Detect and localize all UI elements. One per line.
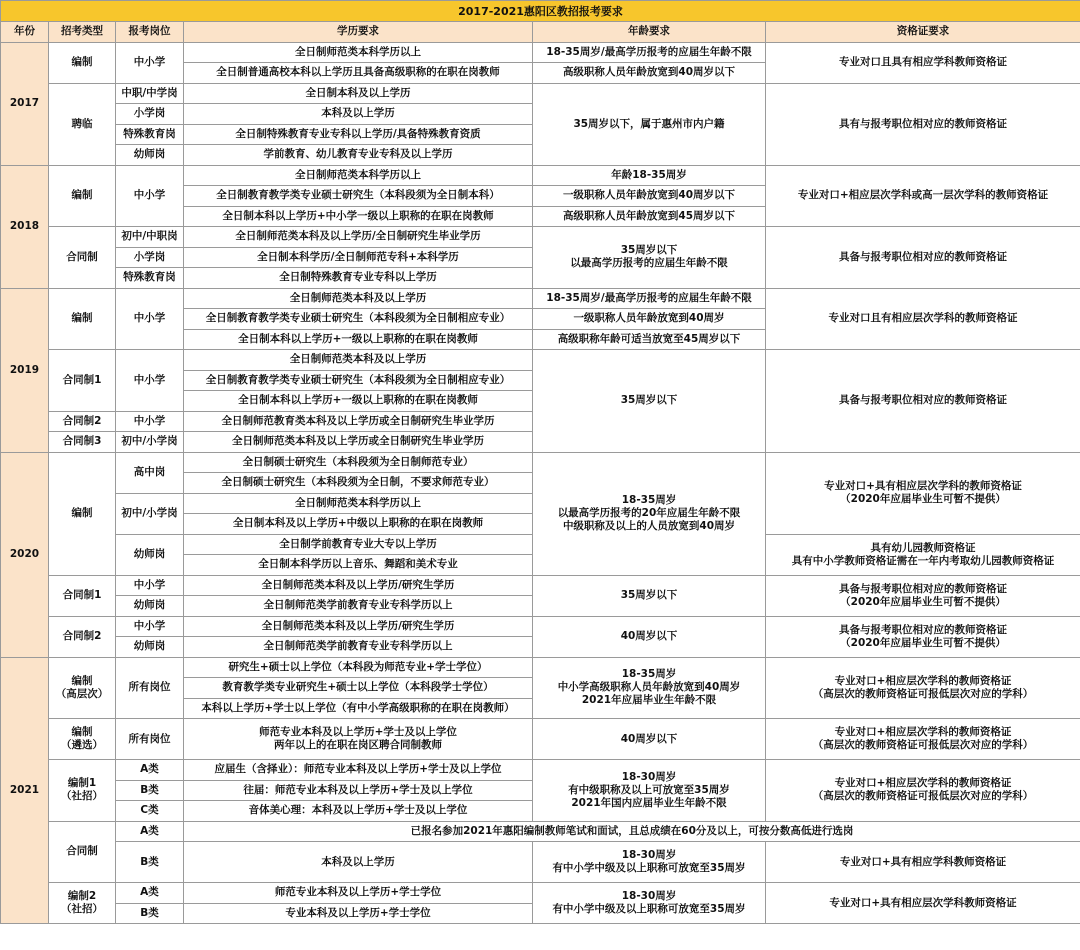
- edu-cell: 音体美心理：本科及以上学历+学士及以上学位: [184, 801, 533, 822]
- edu-cell: 全日制师范类本科及以上学历/全日制研究生毕业学历: [184, 227, 533, 248]
- post-cell: 高中岗: [116, 452, 184, 493]
- cert-cell: 专业对口+相应层次学科或高一层次学科的教师资格证: [766, 165, 1080, 227]
- header-post: 报考岗位: [116, 22, 184, 43]
- header-age: 年龄要求: [533, 22, 766, 43]
- post-cell: A类: [116, 760, 184, 781]
- edu-cell: 本科以上学历+学士以上学位（有中小学高级职称的在职在岗教师）: [184, 698, 533, 719]
- age-cell: [533, 452, 766, 575]
- cert-cell: [766, 719, 1080, 760]
- type-line: （社招）: [61, 790, 103, 803]
- edu-cell: 全日制师范类本科及以上学历/研究生学历: [184, 575, 533, 596]
- cert-line: （2020年应届毕业生可暂不提供）: [840, 636, 1006, 649]
- age-cell: 一级职称人员年龄放宽到40周岁以下: [533, 186, 766, 207]
- post-cell: 幼师岗: [116, 534, 184, 575]
- type-cell: [49, 883, 116, 924]
- post-cell: 特殊教育岗: [116, 124, 184, 145]
- type-line: （社招）: [61, 903, 103, 915]
- type-cell: 编制: [49, 165, 116, 227]
- table-row: [1, 719, 1080, 760]
- type-cell: 编制: [49, 42, 116, 83]
- post-cell: 初中/小学岗: [116, 493, 184, 534]
- type-line: 编制: [71, 726, 93, 738]
- year-cell: 2019: [1, 288, 49, 452]
- table-row: [1, 616, 1080, 637]
- edu-cell: 全日制师范类本科及以上学历或全日制研究生毕业学历: [184, 432, 533, 453]
- post-cell: 中小学: [116, 42, 184, 83]
- edu-cell: 全日制师范类本科学历以上: [184, 165, 533, 186]
- post-cell: 中小学: [116, 411, 184, 432]
- edu-cell: 全日制本科及以上学历+中级以上职称的在职在岗教师: [184, 514, 533, 535]
- age-line: 以最高学历报考的20年应届生年龄不限: [557, 507, 741, 519]
- age-cell: 40周岁以下: [533, 616, 766, 657]
- type-line: 编制: [71, 674, 93, 687]
- age-cell: 高级职称年龄可适当放宽至45周岁以下: [533, 329, 766, 350]
- age-cell: 年龄18-35周岁: [533, 165, 766, 186]
- post-cell: B类: [116, 903, 184, 924]
- header-year: 年份: [1, 22, 49, 43]
- age-cell: 35周岁以下: [533, 575, 766, 616]
- type-cell: 合同制3: [49, 432, 116, 453]
- age-line: 18-35周岁: [621, 668, 677, 681]
- edu-cell: 全日制师范类学前教育专业专科学历以上: [184, 596, 533, 617]
- cert-line: （2020年应届毕业生可暂不提供）: [840, 595, 1006, 608]
- cert-cell: 专业对口且有相应层次学科的教师资格证: [766, 288, 1080, 350]
- type-cell: 合同制1: [49, 350, 116, 412]
- age-cell: [533, 657, 766, 719]
- table-title: 2017-2021惠阳区教招报考要求: [1, 1, 1080, 22]
- cert-cell: 专业对口且具有相应学科教师资格证: [766, 42, 1080, 83]
- cert-cell: [766, 452, 1080, 534]
- type-cell: 合同制: [49, 227, 116, 289]
- post-cell: 中小学: [116, 165, 184, 227]
- edu-cell: 本科及以上学历: [184, 842, 533, 883]
- cert-cell: [766, 534, 1080, 575]
- post-cell: B类: [116, 780, 184, 801]
- edu-cell: 全日制师范类本科及以上学历: [184, 350, 533, 371]
- edu-cell: 专业本科及以上学历+学士学位: [184, 903, 533, 924]
- cert-line: 专业对口+相应层次学科的教师资格证: [834, 777, 1012, 790]
- cert-cell: 具备与报考职位相对应的教师资格证: [766, 227, 1080, 289]
- age-line: 18-30周岁: [621, 770, 677, 783]
- cert-cell: [766, 657, 1080, 719]
- cert-line: （高层次的教师资格证可报低层次对应的学科）: [812, 687, 1034, 700]
- post-cell: 中职/中学岗: [116, 83, 184, 104]
- age-line: 以最高学历报考的应届生年龄不限: [570, 257, 728, 270]
- age-line: 中小学高级职称人员年龄放宽到40周岁: [557, 681, 741, 694]
- header-row: [1, 22, 1080, 43]
- age-cell: 18-35周岁/最高学历报考的应届生年龄不限: [533, 288, 766, 309]
- age-cell: 高级职称人员年龄放宽到40周岁以下: [533, 63, 766, 84]
- type-line: （遴选）: [61, 739, 103, 751]
- edu-cell: 全日制学前教育专业大专以上学历: [184, 534, 533, 555]
- cert-cell: 具有与报考职位相对应的教师资格证: [766, 83, 1080, 165]
- post-cell: C类: [116, 801, 184, 822]
- age-cell: [533, 227, 766, 289]
- table-row: [1, 452, 1080, 473]
- age-cell: 35周岁以下，属于惠州市内户籍: [533, 83, 766, 165]
- age-cell: 40周岁以下: [533, 719, 766, 760]
- post-cell: 小学岗: [116, 247, 184, 268]
- age-line: 35周岁以下: [620, 244, 678, 257]
- year-cell: 2018: [1, 165, 49, 288]
- edu-cell: 全日制本科以上学历+中小学一级以上职称的在职在岗教师: [184, 206, 533, 227]
- edu-cell: 全日制师范类本科学历以上: [184, 42, 533, 63]
- post-cell: 特殊教育岗: [116, 268, 184, 289]
- age-line: 18-30周岁: [621, 890, 677, 902]
- cert-line: 具备与报考职位相对应的教师资格证: [839, 582, 1007, 595]
- age-cell: 一级职称人员年龄放宽到40周岁: [533, 309, 766, 330]
- edu-cell: 研究生+硕士以上学位（本科段为师范专业+学士学位）: [184, 657, 533, 678]
- type-cell: [49, 719, 116, 760]
- edu-cell: 全日制本科以上学历+一级以上职称的在职在岗教师: [184, 329, 533, 350]
- cert-line: 具有中小学教师资格证需在一年内考取幼儿园教师资格证: [791, 554, 1055, 567]
- cert-line: 具备与报考职位相对应的教师资格证: [839, 623, 1007, 636]
- cert-cell: 专业对口+具有相应层次学科教师资格证: [766, 883, 1080, 924]
- age-line: 有中级职称及以上可放宽至35周岁: [568, 783, 730, 796]
- edu-cell: 全日制教育教学类专业硕士研究生（本科段须为全日制相应专业）: [184, 309, 533, 330]
- edu-line: 两年以上的在职在岗区聘合同制教师: [274, 739, 442, 751]
- cert-cell: [766, 760, 1080, 822]
- type-cell: 合同制2: [49, 616, 116, 657]
- post-cell: 幼师岗: [116, 596, 184, 617]
- year-cell: 2021: [1, 657, 49, 924]
- age-cell: [533, 842, 766, 883]
- header-education: 学历要求: [184, 22, 533, 43]
- post-cell: 幼师岗: [116, 145, 184, 166]
- table-row: [1, 575, 1080, 596]
- edu-cell: 全日制师范类学前教育专业专科学历以上: [184, 637, 533, 658]
- post-cell: 所有岗位: [116, 657, 184, 719]
- cert-cell: 专业对口+具有相应学科教师资格证: [766, 842, 1080, 883]
- table-row: [1, 165, 1080, 186]
- header-type: 招考类型: [49, 22, 116, 43]
- age-line: 18-35周岁: [621, 494, 677, 506]
- cert-line: 专业对口+具有相应层次学科的教师资格证: [824, 480, 1022, 492]
- edu-cell: 全日制硕士研究生（本科段须为全日制，不要求师范专业）: [184, 473, 533, 494]
- post-cell: 初中/中职岗: [116, 227, 184, 248]
- post-cell: 初中/小学岗: [116, 432, 184, 453]
- post-cell: 小学岗: [116, 104, 184, 125]
- age-cell: [533, 760, 766, 822]
- cert-line: （高层次的教师资格证可报低层次对应的学科）: [812, 790, 1034, 803]
- edu-cell: 全日制特殊教育专业专科以上学历/具备特殊教育资质: [184, 124, 533, 145]
- table-row: [1, 42, 1080, 63]
- table-row: [1, 83, 1080, 104]
- edu-cell: 学前教育、幼儿教育专业专科及以上学历: [184, 145, 533, 166]
- edu-cell: 全日制师范类本科及以上学历: [184, 288, 533, 309]
- edu-line: 师范专业本科及以上学历+学士及以上学位: [259, 726, 457, 738]
- type-cell: [49, 760, 116, 822]
- edu-cell: 全日制本科学历以上音乐、舞蹈和美术专业: [184, 555, 533, 576]
- edu-cell: 往届：师范专业本科及以上学历+学士及以上学位: [184, 780, 533, 801]
- edu-cell: 全日制本科学历/全日制师范专科+本科学历: [184, 247, 533, 268]
- age-line: 18-30周岁: [621, 849, 677, 861]
- post-cell: A类: [116, 821, 184, 842]
- type-line: （高层次）: [55, 687, 109, 700]
- cert-cell: 具备与报考职位相对应的教师资格证: [766, 350, 1080, 453]
- type-cell: 聘临: [49, 83, 116, 165]
- edu-cell: 师范专业本科及以上学历+学士学位: [184, 883, 533, 904]
- title-row: [1, 1, 1080, 22]
- post-cell: 中小学: [116, 350, 184, 412]
- merged-cell: 已报名参加2021年惠阳编制教师笔试和面试，且总成绩在60分及以上，可按分数高低进行选岗: [184, 821, 1080, 842]
- post-cell: 中小学: [116, 616, 184, 637]
- age-line: 2021年国内应届毕业生年龄不限: [571, 796, 727, 809]
- type-line: 编制1: [67, 777, 97, 790]
- edu-cell: 应届生（含择业）：师范专业本科及以上学历+学士及以上学位: [184, 760, 533, 781]
- cert-line: 具有幼儿园教师资格证: [870, 541, 976, 554]
- table-row: [1, 842, 1080, 863]
- age-line: 有中小学中级及以上职称可放宽至35周岁: [552, 903, 746, 915]
- edu-cell: 全日制特殊教育专业专科以上学历: [184, 268, 533, 289]
- age-cell: 35周岁以下: [533, 350, 766, 453]
- cert-cell: [766, 575, 1080, 616]
- table-row: [1, 821, 1080, 842]
- type-cell: 合同制: [49, 821, 116, 883]
- year-cell: 2017: [1, 42, 49, 165]
- cert-cell: [766, 616, 1080, 657]
- age-cell: 高级职称人员年龄放宽到45周岁以下: [533, 206, 766, 227]
- table-row: [1, 288, 1080, 309]
- edu-cell: 全日制本科及以上学历: [184, 83, 533, 104]
- type-cell: 合同制2: [49, 411, 116, 432]
- edu-cell: 全日制教育教学类专业硕士研究生（本科段须为全日制本科）: [184, 186, 533, 207]
- age-line: 有中小学中级及以上职称可放宽至35周岁: [552, 862, 746, 874]
- post-cell: 中小学: [116, 288, 184, 350]
- cert-line: （2020年应届毕业生可暂不提供）: [840, 493, 1006, 505]
- edu-cell: 本科及以上学历: [184, 104, 533, 125]
- edu-cell: 全日制师范类本科学历以上: [184, 493, 533, 514]
- edu-cell: 全日制硕士研究生（本科段须为全日制师范专业）: [184, 452, 533, 473]
- age-cell: 18-35周岁/最高学历报考的应届生年龄不限: [533, 42, 766, 63]
- edu-cell: 全日制普通高校本科以上学历且具备高级职称的在职在岗教师: [184, 63, 533, 84]
- age-line: 2021年应届毕业生年龄不限: [581, 694, 717, 707]
- table-row: [1, 883, 1080, 904]
- table-row: [1, 657, 1080, 678]
- edu-cell: 全日制师范类本科及以上学历/研究生学历: [184, 616, 533, 637]
- cert-line: （高层次的教师资格证可报低层次对应的学科）: [812, 739, 1034, 751]
- age-line: 中级职称及以上的人员放宽到40周岁: [562, 520, 736, 532]
- edu-cell: 全日制本科以上学历+一级以上职称的在职在岗教师: [184, 391, 533, 412]
- year-cell: 2020: [1, 452, 49, 657]
- edu-cell: 全日制师范教育类本科及以上学历或全日制研究生毕业学历: [184, 411, 533, 432]
- table-row: [1, 350, 1080, 371]
- cert-line: 专业对口+相应层次学科的教师资格证: [834, 726, 1012, 738]
- post-cell: B类: [116, 842, 184, 883]
- type-cell: [49, 657, 116, 719]
- post-cell: A类: [116, 883, 184, 904]
- edu-cell: [184, 719, 533, 760]
- table-row: [1, 760, 1080, 781]
- age-cell: [533, 883, 766, 924]
- type-line: 编制2: [67, 890, 97, 902]
- type-cell: 编制: [49, 452, 116, 575]
- type-cell: 合同制1: [49, 575, 116, 616]
- edu-cell: 教育教学类专业研究生+硕士以上学位（本科段学士学位）: [184, 678, 533, 699]
- post-cell: 中小学: [116, 575, 184, 596]
- post-cell: 幼师岗: [116, 637, 184, 658]
- type-cell: 编制: [49, 288, 116, 350]
- table-row: [1, 227, 1080, 248]
- post-cell: 所有岗位: [116, 719, 184, 760]
- cert-line: 专业对口+相应层次学科的教师资格证: [834, 674, 1012, 687]
- edu-cell: 全日制教育教学类专业硕士研究生（本科段须为全日制相应专业）: [184, 370, 533, 391]
- header-certificate: 资格证要求: [766, 22, 1080, 43]
